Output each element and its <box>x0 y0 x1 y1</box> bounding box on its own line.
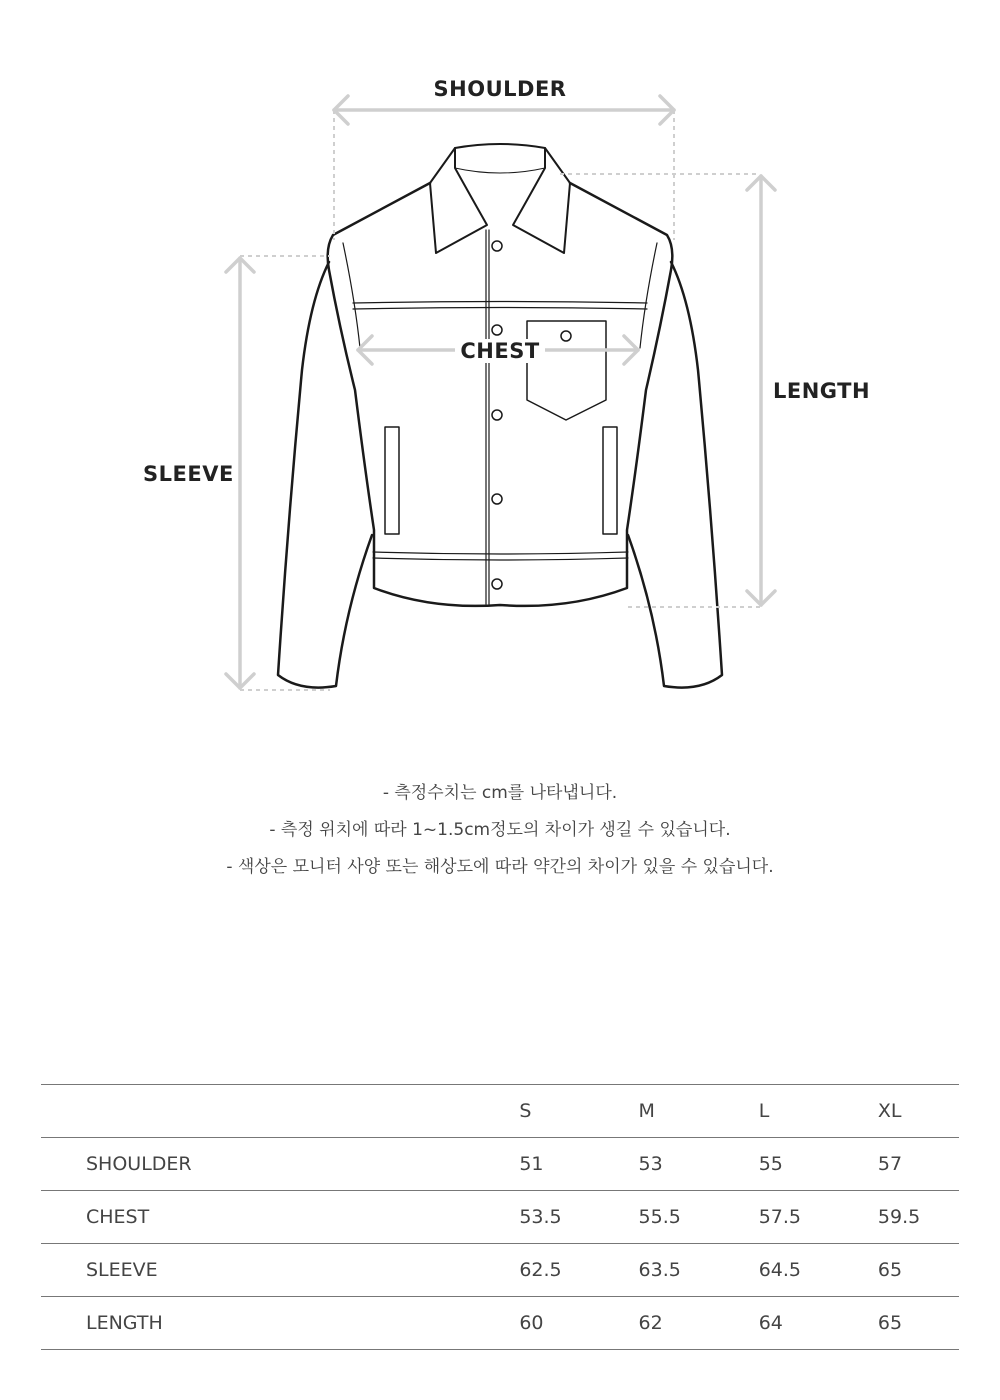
collar-left <box>430 148 487 253</box>
table-cell: 64.5 <box>758 1259 801 1281</box>
note-line: - 측정 위치에 따라 1~1.5cm정도의 차이가 생길 수 있습니다. <box>269 820 731 840</box>
header-cell-xl: XL <box>877 1100 902 1122</box>
button-5 <box>492 579 502 589</box>
table-row <box>41 1138 959 1191</box>
table-cell: 57 <box>877 1153 903 1175</box>
table-cell: 62.5 <box>519 1259 562 1281</box>
placket <box>486 230 489 604</box>
left-pocket-slit <box>385 427 399 534</box>
waistband-seam <box>373 552 628 560</box>
table-cell: 64 <box>758 1312 783 1334</box>
length-label: LENGTH <box>773 379 871 403</box>
table-cell: 55.5 <box>638 1206 681 1228</box>
collar-inner <box>455 168 545 173</box>
table-cell: 65 <box>877 1259 903 1281</box>
header-cell-m: M <box>638 1100 655 1122</box>
table-cell: 62 <box>638 1312 663 1334</box>
left-armhole-seam <box>343 243 360 348</box>
guide-lines <box>240 110 760 690</box>
header-cell <box>41 1085 519 1138</box>
table-row <box>41 1297 959 1350</box>
table-row <box>41 1244 959 1297</box>
button-2 <box>492 325 502 335</box>
double-arrow-icon <box>226 96 775 688</box>
table-cell: 53 <box>638 1153 663 1175</box>
table-cell: 65 <box>877 1312 903 1334</box>
table-cell: 60 <box>519 1312 544 1334</box>
table-cell: 63.5 <box>638 1259 681 1281</box>
right-armhole-seam <box>640 243 657 348</box>
measurement-notes <box>0 775 1000 886</box>
note-line: - 색상은 모니터 사양 또는 해상도에 따라 약간의 차이가 있을 수 있습니다. <box>226 857 774 877</box>
collar-right <box>513 148 570 253</box>
table-cell: 55 <box>758 1153 783 1175</box>
table-cell: 53.5 <box>519 1206 562 1228</box>
collar-back <box>455 144 545 148</box>
button-1 <box>492 241 502 251</box>
size-table <box>41 1084 959 1350</box>
right-pocket-slit <box>603 427 617 534</box>
chest-pocket <box>527 321 606 420</box>
yoke-seam <box>353 302 647 310</box>
row-label: SLEEVE <box>86 1259 158 1281</box>
row-label: SHOULDER <box>86 1153 192 1175</box>
row-label: LENGTH <box>86 1312 163 1334</box>
shoulder-label: SHOULDER <box>433 77 567 101</box>
sleeve-label: SLEEVE <box>143 462 234 486</box>
table-cell: 51 <box>519 1153 544 1175</box>
table-cell: 59.5 <box>877 1206 921 1228</box>
pocket-button <box>561 331 571 341</box>
table-header-row <box>41 1085 959 1138</box>
button-3 <box>492 410 502 420</box>
header-cell-l: L <box>758 1100 770 1122</box>
row-label: CHEST <box>86 1206 150 1228</box>
button-4 <box>492 494 502 504</box>
chest-label: CHEST <box>455 339 545 363</box>
note-line: - 측정수치는 cm를 나타냅니다. <box>382 783 618 803</box>
header-cell-s: S <box>519 1100 532 1122</box>
jacket-body-outline <box>328 183 673 606</box>
length-arrow <box>747 176 775 605</box>
table-cell: 57.5 <box>758 1206 801 1228</box>
table-row <box>41 1191 959 1244</box>
